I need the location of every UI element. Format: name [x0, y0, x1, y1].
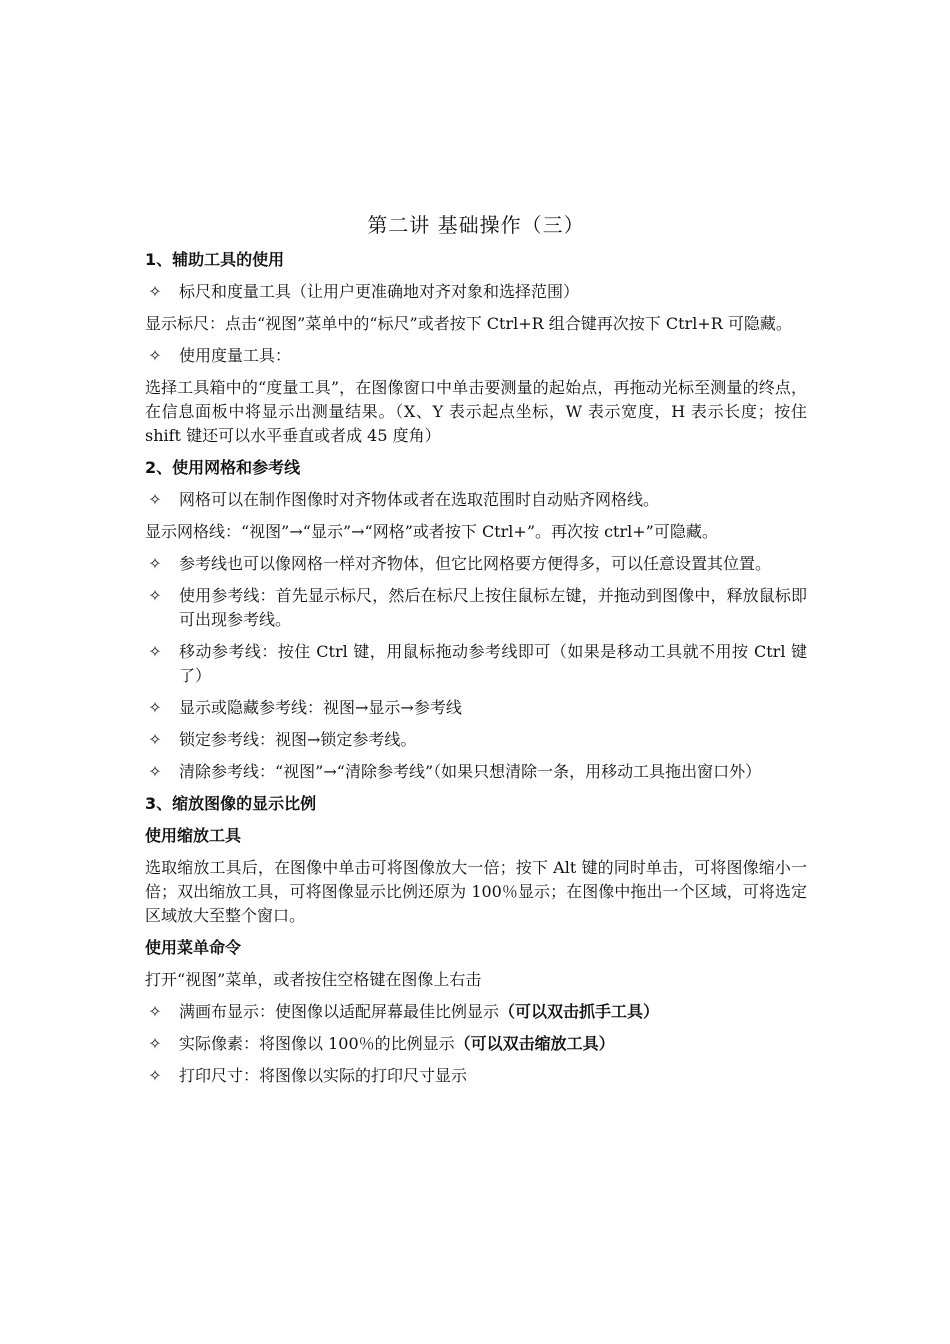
- bullet-text: 锁定参考线：视图→锁定参考线。: [179, 730, 417, 749]
- bullet-text: 网格可以在制作图像时对齐物体或者在选取范围时自动贴齐网格线。: [179, 490, 660, 509]
- bullet-item: [145, 1000, 807, 1024]
- diamond-bullet-icon: ✧: [148, 1034, 162, 1053]
- subheading-zoom-tool: 使用缩放工具: [145, 826, 242, 845]
- document-body: [145, 210, 807, 1096]
- diamond-bullet-icon: ✧: [148, 586, 162, 605]
- bullet-item: [145, 728, 807, 752]
- bullet-text: 标尺和度量工具（让用户更准确地对齐对象和选择范围）: [179, 282, 580, 301]
- bullet-bold-note: （可以双击抓手工具）: [499, 1002, 660, 1021]
- bullet-item: [145, 552, 807, 576]
- bullet-text: 清除参考线：“视图”→“清除参考线”（如果只想清除一条，用移动工具拖出窗口外）: [179, 762, 762, 781]
- diamond-bullet-icon: ✧: [148, 282, 162, 301]
- paragraph: 显示标尺：点击“视图”菜单中的“标尺”或者按下 Ctrl+R 组合键再次按下 Ctrl+R 可隐藏。: [145, 314, 792, 333]
- bullet-text: 满画布显示：使图像以适配屏幕最佳比例显示: [179, 1002, 500, 1021]
- bullet-text: 使用参考线：首先显示标尺，然后在标尺上按住鼠标左键，并拖动到图像中，释放鼠标即可出现参考线。: [179, 586, 807, 629]
- paragraph: 打开“视图”菜单，或者按住空格键在图像上右击: [145, 970, 482, 989]
- diamond-bullet-icon: ✧: [148, 730, 162, 749]
- section-heading-2: 2、使用网格和参考线: [145, 458, 301, 477]
- bullet-item: [145, 640, 807, 688]
- subheading-menu-commands: 使用菜单命令: [145, 938, 242, 957]
- paragraph: 选取缩放工具后，在图像中单击可将图像放大一倍；按下 Alt 键的同时单击，可将图像缩小一倍；双出缩放工具，可将图像显示比例还原为 100％显示；在图像中拖出一个区域，可将选定区域放大至整个窗口。: [145, 858, 807, 925]
- diamond-bullet-icon: ✧: [148, 554, 162, 573]
- diamond-bullet-icon: ✧: [148, 642, 162, 661]
- bullet-item: [145, 280, 807, 304]
- section-heading-3: 3、缩放图像的显示比例: [145, 794, 317, 813]
- section-heading-1: 1、辅助工具的使用: [145, 250, 285, 269]
- bullet-item: [145, 1032, 807, 1056]
- diamond-bullet-icon: ✧: [148, 762, 162, 781]
- paragraph: 选择工具箱中的“度量工具”，在图像窗口中单击要测量的起始点，再拖动光标至测量的终点，在信息面板中将显示出测量结果。（X、Y 表示起点坐标，W 表示宽度，H 表示长度；按住 shift 键还可以水平垂直或者成 45 度角）: [145, 378, 807, 445]
- diamond-bullet-icon: ✧: [148, 490, 162, 509]
- bullet-item: [145, 344, 807, 368]
- bullet-text: 使用度量工具：: [179, 346, 292, 365]
- bullet-text: 打印尺寸：将图像以实际的打印尺寸显示: [179, 1066, 468, 1085]
- bullet-item: [145, 760, 807, 784]
- bullet-text: 移动参考线：按住 Ctrl 键，用鼠标拖动参考线即可（如果是移动工具就不用按 Ctrl 键了）: [179, 642, 807, 685]
- bullet-item: [145, 584, 807, 632]
- bullet-bold-note: （可以双击缩放工具）: [454, 1034, 615, 1053]
- bullet-item: [145, 488, 807, 512]
- bullet-text: 参考线也可以像网格一样对齐物体，但它比网格要方便得多，可以任意设置其位置。: [179, 554, 772, 573]
- paragraph: 显示网格线：“视图”→“显示”→“网格”或者按下 Ctrl+”。再次按 ctrl+”可隐藏。: [145, 522, 718, 541]
- bullet-text: 显示或隐藏参考线：视图→显示→参考线: [179, 698, 462, 717]
- bullet-text: 实际像素：将图像以 100％的比例显示: [179, 1034, 455, 1053]
- diamond-bullet-icon: ✧: [148, 346, 162, 365]
- bullet-item: [145, 696, 807, 720]
- diamond-bullet-icon: ✧: [148, 1002, 162, 1021]
- bullet-item: [145, 1064, 807, 1088]
- page-title: 第二讲 基础操作（三）: [367, 213, 585, 237]
- diamond-bullet-icon: ✧: [148, 1066, 162, 1085]
- diamond-bullet-icon: ✧: [148, 698, 162, 717]
